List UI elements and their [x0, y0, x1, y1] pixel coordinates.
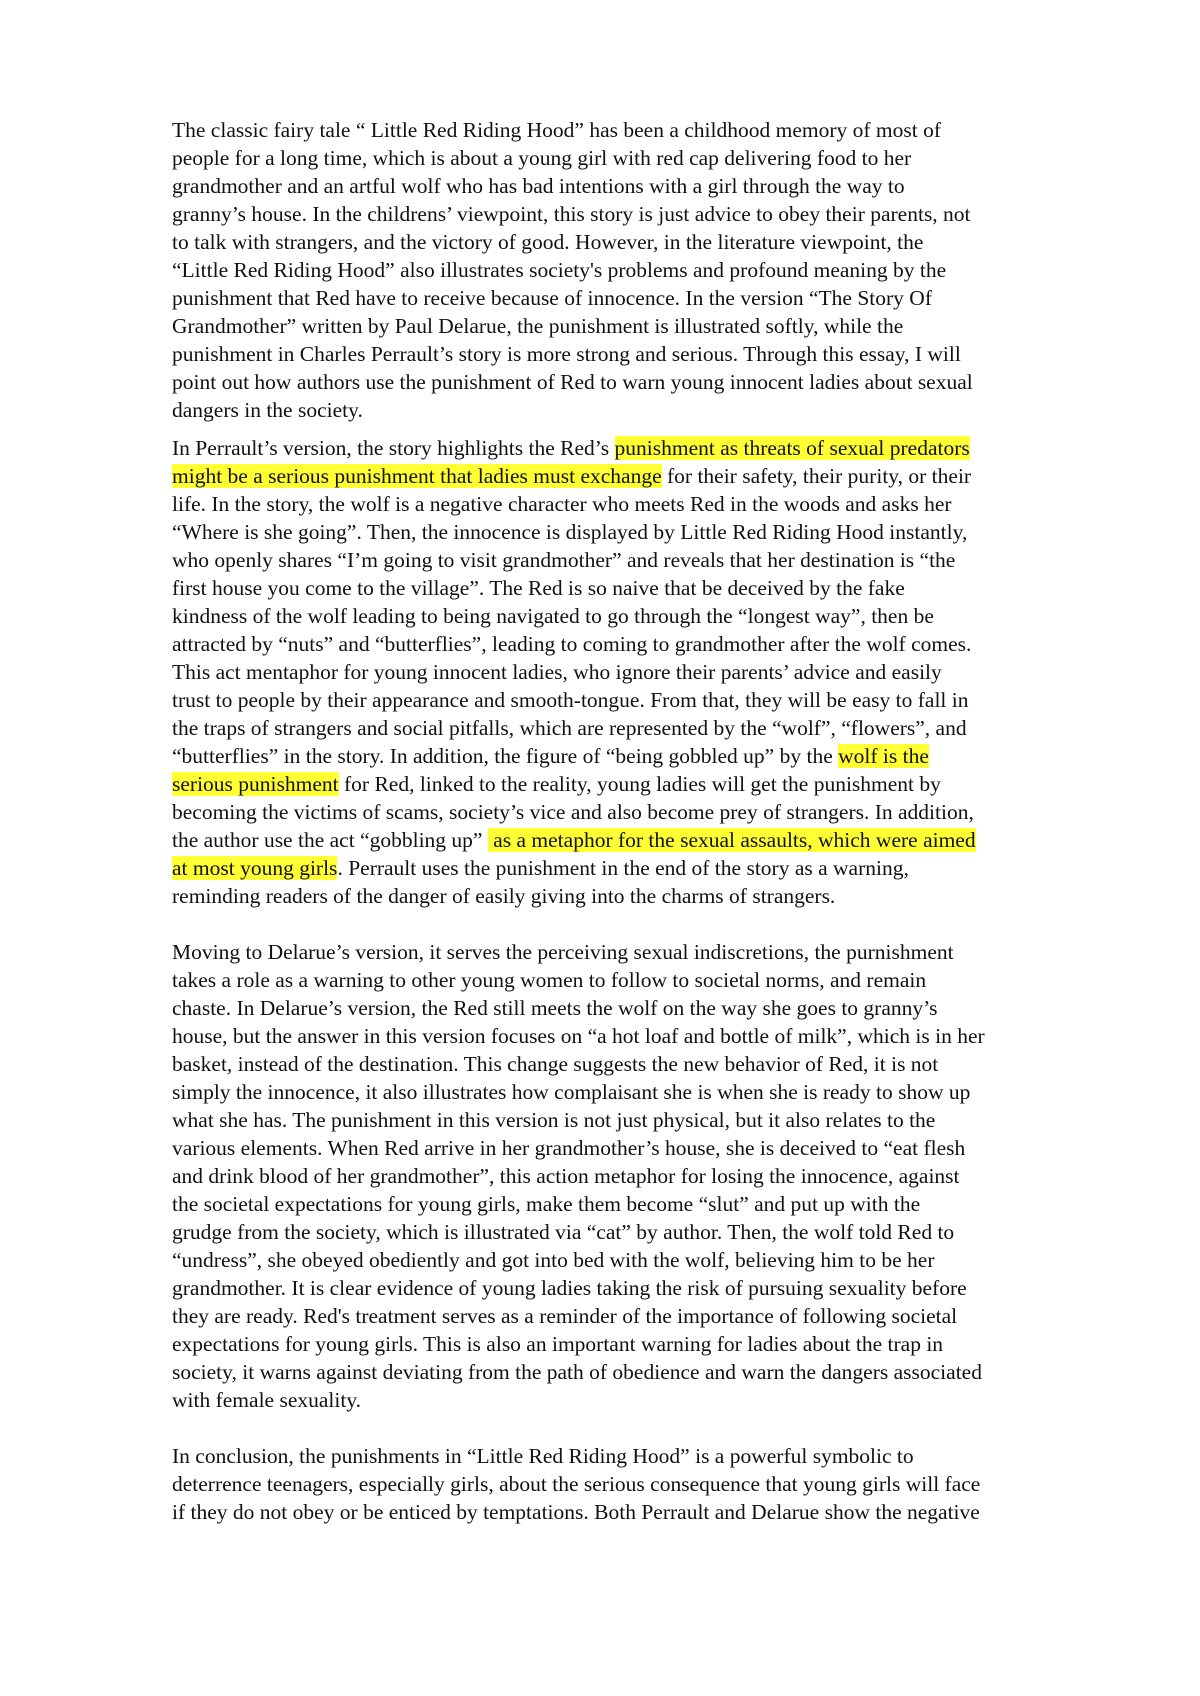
text-segment: Grandmother” written by Paul Delarue, the punishment is illustrated softly, while the — [172, 314, 904, 338]
text-line — [172, 1218, 1106, 1246]
text-line — [172, 658, 1106, 686]
highlighted-text: might be a serious punishment that ladies must exchange — [172, 464, 662, 488]
text-segment: various elements. When Red arrive in her grandmother’s house, she is deceived to “eat flesh — [172, 1136, 966, 1160]
text-line — [172, 994, 1106, 1022]
text-segment: . Perrault uses the punishment in the end of the story as a warning, — [337, 856, 909, 880]
text-segment: takes a role as a warning to other young women to follow to societal norms, and remain — [172, 968, 927, 992]
text-line — [172, 1442, 1106, 1470]
paragraph-p2 — [172, 434, 1106, 910]
text-segment: people for a long time, which is about a young girl with red cap delivering food to her — [172, 146, 912, 170]
text-segment: The classic fairy tale “ Little Red Riding Hood” has been a childhood memory of most of — [172, 118, 942, 142]
text-line — [172, 518, 1106, 546]
text-segment: “undress”, she obeyed obediently and got into bed with the wolf, believing him to be her — [172, 1248, 935, 1272]
paragraph-gap — [172, 910, 1106, 938]
text-line — [172, 1386, 1106, 1414]
text-segment: In conclusion, the punishments in “Little Red Riding Hood” is a powerful symbolic to — [172, 1444, 914, 1468]
text-segment: what she has. The punishment in this version is not just physical, but it also relates to the — [172, 1108, 936, 1132]
text-line — [172, 1134, 1106, 1162]
text-segment: the traps of strangers and social pitfalls, which are represented by the “wolf”, “flowers”, and — [172, 716, 967, 740]
text-line — [172, 1302, 1106, 1330]
text-segment: to talk with strangers, and the victory of good. However, in the literature viewpoint, the — [172, 230, 924, 254]
text-segment: the author use the act “gobbling up” — [172, 828, 488, 852]
text-segment: Moving to Delarue’s version, it serves the perceiving sexual indiscretions, the purnishment — [172, 940, 954, 964]
text-line — [172, 966, 1106, 994]
text-line — [172, 630, 1106, 658]
text-line — [172, 1022, 1106, 1050]
text-line — [172, 1246, 1106, 1274]
text-line — [172, 368, 1106, 396]
paragraph-p4 — [172, 1442, 1106, 1526]
text-segment: In Perrault’s version, the story highlights the Red’s — [172, 436, 615, 460]
text-segment: who openly shares “I’m going to visit grandmother” and reveals that her destination is “the — [172, 548, 956, 572]
paragraph-p1 — [172, 116, 1106, 424]
text-line — [172, 1330, 1106, 1358]
text-segment: deterrence teenagers, especially girls, about the serious consequence that young girls will face — [172, 1472, 981, 1496]
text-segment: “Little Red Riding Hood” also illustrates society's problems and profound meaning by the — [172, 258, 947, 282]
text-segment: attracted by “nuts” and “butterflies”, leading to coming to grandmother after the wolf comes. — [172, 632, 972, 656]
text-line — [172, 1498, 1106, 1526]
text-segment: granny’s house. In the childrens’ viewpoint, this story is just advice to obey their parents, not — [172, 202, 971, 226]
text-line — [172, 1274, 1106, 1302]
text-segment: expectations for young girls. This is also an important warning for ladies about the trap in — [172, 1332, 944, 1356]
text-line — [172, 1358, 1106, 1386]
text-line — [172, 602, 1106, 630]
text-line — [172, 1470, 1106, 1498]
text-segment: grandmother. It is clear evidence of young ladies taking the risk of pursuing sexuality before — [172, 1276, 967, 1300]
text-line — [172, 256, 1106, 284]
text-segment: first house you come to the village”. The Red is so naive that be deceived by the fake — [172, 576, 905, 600]
text-line — [172, 340, 1106, 368]
text-line — [172, 434, 1106, 462]
text-segment: “butterflies” in the story. In addition, the figure of “being gobbled up” by the — [172, 744, 839, 768]
text-line — [172, 312, 1106, 340]
text-line — [172, 938, 1106, 966]
text-line — [172, 396, 1106, 424]
paragraph-p3 — [172, 938, 1106, 1414]
text-segment: the societal expectations for young girls, make them become “slut” and put up with the — [172, 1192, 921, 1216]
text-line — [172, 826, 1106, 854]
text-segment: life. In the story, the wolf is a negative character who meets Red in the woods and asks her — [172, 492, 952, 516]
text-segment: grudge from the society, which is illustrated via “cat” by author. Then, the wolf told Red to — [172, 1220, 955, 1244]
text-line — [172, 714, 1106, 742]
text-segment: kindness of the wolf leading to being navigated to go through the “longest way”, then be — [172, 604, 934, 628]
text-segment: punishment in Charles Perrault’s story is more strong and serious. Through this essay, I will — [172, 342, 961, 366]
text-line — [172, 574, 1106, 602]
essay-body — [172, 116, 1106, 1526]
text-line — [172, 1162, 1106, 1190]
text-segment: chaste. In Delarue’s version, the Red still meets the wolf on the way she goes to granny’s — [172, 996, 938, 1020]
text-line — [172, 284, 1106, 312]
paragraph-gap — [172, 424, 1106, 434]
text-line — [172, 228, 1106, 256]
text-segment: and drink blood of her grandmother”, this action metaphor for losing the innocence, against — [172, 1164, 960, 1188]
text-line — [172, 144, 1106, 172]
text-segment: for their safety, their purity, or their — [661, 464, 972, 488]
text-line — [172, 882, 1106, 910]
text-segment: they are ready. Red's treatment serves as a reminder of the importance of following societal — [172, 1304, 958, 1328]
text-line — [172, 1050, 1106, 1078]
text-segment: point out how authors use the punishment of Red to warn young innocent ladies about sexual — [172, 370, 973, 394]
text-line — [172, 686, 1106, 714]
text-segment: becoming the victims of scams, society’s vice and also become prey of strangers. In addition, — [172, 800, 974, 824]
text-line — [172, 854, 1106, 882]
text-segment: simply the innocence, it also illustrates how complaisant she is when she is ready to show up — [172, 1080, 971, 1104]
text-line — [172, 742, 1106, 770]
highlighted-text: wolf is the — [838, 744, 929, 768]
text-segment: grandmother and an artful wolf who has bad intentions with a girl through the way to — [172, 174, 905, 198]
highlighted-text: punishment as threats of sexual predators — [614, 436, 970, 460]
text-segment: This act mentaphor for young innocent ladies, who ignore their parents’ advice and easily — [172, 660, 942, 684]
text-line — [172, 490, 1106, 518]
text-segment: if they do not obey or be enticed by temptations. Both Perrault and Delarue show the negative — [172, 1500, 980, 1524]
text-line — [172, 172, 1106, 200]
paragraph-gap — [172, 1414, 1106, 1442]
highlighted-text: serious punishment — [172, 772, 339, 796]
text-line — [172, 770, 1106, 798]
text-segment: “Where is she going”. Then, the innocence is displayed by Little Red Riding Hood instantly, — [172, 520, 968, 544]
text-segment: trust to people by their appearance and smooth-tongue. From that, they will be easy to fall in — [172, 688, 969, 712]
text-line — [172, 1190, 1106, 1218]
highlighted-text: at most young girls — [172, 856, 338, 880]
text-segment: reminding readers of the danger of easily giving into the charms of strangers. — [172, 884, 836, 908]
text-segment: basket, instead of the destination. This change suggests the new behavior of Red, it is not — [172, 1052, 939, 1076]
text-segment: for Red, linked to the reality, young ladies will get the punishment by — [338, 772, 941, 796]
text-line — [172, 116, 1106, 144]
highlighted-text: as a metaphor for the sexual assaults, which were aimed — [487, 828, 976, 852]
text-line — [172, 462, 1106, 490]
text-line — [172, 798, 1106, 826]
text-segment: with female sexuality. — [172, 1388, 362, 1412]
text-line — [172, 200, 1106, 228]
text-segment: dangers in the society. — [172, 398, 363, 422]
text-line — [172, 1078, 1106, 1106]
text-line — [172, 1106, 1106, 1134]
text-segment: punishment that Red have to receive because of innocence. In the version “The Story Of — [172, 286, 932, 310]
text-segment: society, it warns against deviating from the path of obedience and warn the dangers associated — [172, 1360, 982, 1384]
text-segment: house, but the answer in this version focuses on “a hot loaf and bottle of milk”, which is in her — [172, 1024, 985, 1048]
text-line — [172, 546, 1106, 574]
